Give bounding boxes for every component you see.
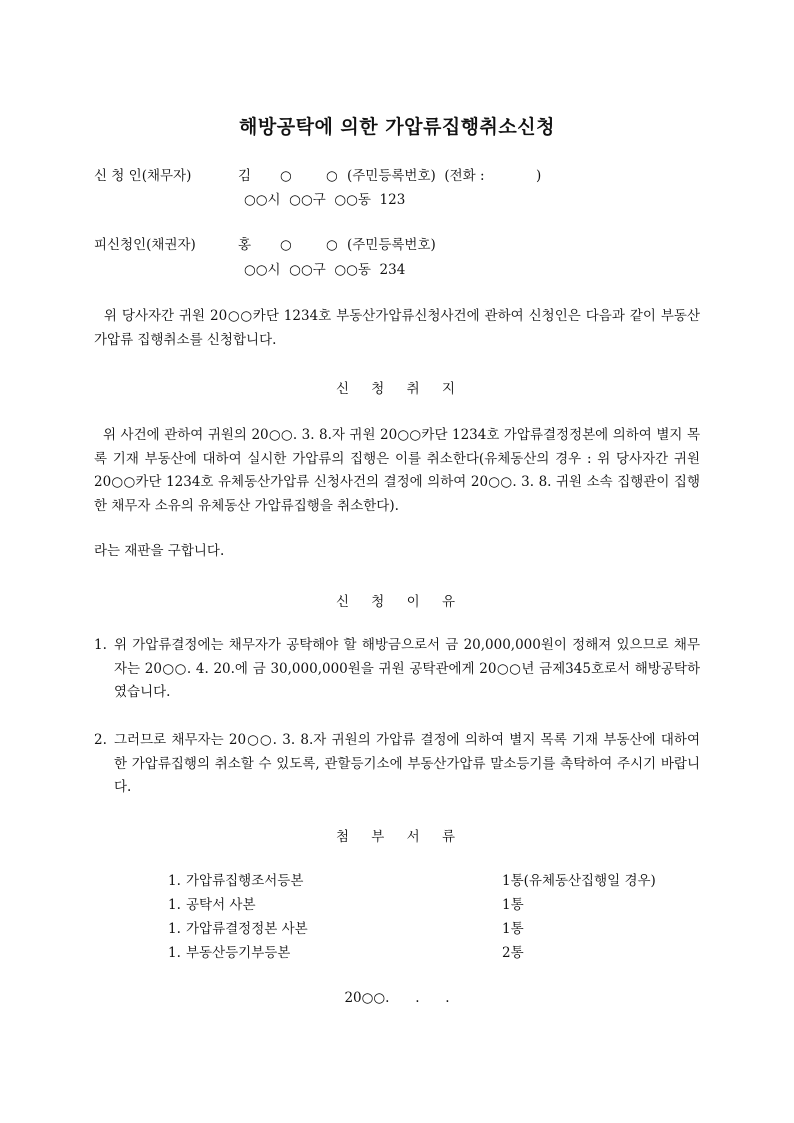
attachments-heading: 첨 부 서 류 xyxy=(335,829,459,845)
document-title: 해방공탁에 의한 가압류집행취소신청 xyxy=(239,116,555,138)
purpose-heading: 신 청 취 지 xyxy=(335,381,459,397)
applicant-name-end: ○ xyxy=(326,168,338,184)
attachment-name: 가압류집행조서등본 xyxy=(186,873,304,889)
applicant-address: ○○시 ○○구 ○○동 123 xyxy=(244,192,406,208)
attachment-qty: 1통(유체동산집행일 경우) xyxy=(502,873,656,889)
reason-item-text: 그러므로 채무자는 20○○. 3. 8.자 귀원의 가압류 결정에 의하여 별지 목록 기재 부동산에 대하여 한 가압류집행의 취소할 수 있도록, 관할등기소에 부동산가압류 말소등기를 촉탁하여 주시기 바랍니다. xyxy=(114,732,700,795)
attachment-row xyxy=(168,870,688,892)
respondent-name-mid: ○ xyxy=(280,237,292,253)
reason-item-number: 2. xyxy=(94,732,107,748)
reason-item-1 xyxy=(94,634,700,705)
applicant-label: 신 청 인(채무자) xyxy=(94,168,192,184)
attachment-bullet: 1. xyxy=(168,873,181,889)
attachment-qty: 2통 xyxy=(502,945,524,961)
purpose-closing: 라는 재판을 구합니다. xyxy=(94,543,225,559)
filing-date: 20○○. . . xyxy=(344,990,450,1006)
attachment-row xyxy=(168,918,688,940)
respondent-name-end: ○ xyxy=(326,237,338,253)
attachment-qty: 1통 xyxy=(502,897,524,913)
intro-paragraph: 위 당사자간 귀원 20○○카단 1234호 부동산가압류신청사건에 관하여 신청인은 다음과 같이 부동산가압류 집행취소를 신청합니다. xyxy=(94,308,700,348)
respondent-label: 피신청인(채권자) xyxy=(94,237,196,253)
attachment-name: 가압류결정정본 사본 xyxy=(186,921,308,937)
reasons-heading: 신 청 이 유 xyxy=(335,594,459,610)
respondent-surname: 홍 xyxy=(238,237,252,253)
purpose-body: 위 사건에 관하여 귀원의 20○○. 3. 8.자 귀원 20○○카단 1234호 가압류결정정본에 의하여 별지 목록 기재 부동산에 대하여 실시한 가압류의 집행은 이를 취소한다(유체동산의 경우 : 위 당사자간 귀원 20○○카단 1234호 유체동산가압류 신청사건의 결정에 의하여 20○○. 3. 8. 귀원 소속 집행관이 집행한 채무자 소유의 유체동산 가압류집행을 취소한다). xyxy=(94,427,705,514)
applicant-surname: 김 xyxy=(238,168,252,184)
applicant-info: (주민등록번호) (전화 : ) xyxy=(347,168,542,184)
reason-item-text: 위 가압류결정에는 채무자가 공탁해야 할 해방금으로서 금 20,000,000원이 정해져 있으므로 채무자는 20○○. 4. 20.에 금 30,000,000원을 귀원 공탁관에게 20○○년 금제345호로서 해방공탁하였습니다. xyxy=(114,637,700,700)
attachment-name: 공탁서 사본 xyxy=(186,897,256,913)
attachment-qty: 1통 xyxy=(502,921,524,937)
reason-item-2 xyxy=(94,729,700,800)
attachment-bullet: 1. xyxy=(168,897,181,913)
attachment-name: 부동산등기부등본 xyxy=(186,945,291,961)
applicant-name-mid: ○ xyxy=(280,168,292,184)
respondent-info: (주민등록번호) xyxy=(347,237,436,253)
attachment-bullet: 1. xyxy=(168,945,181,961)
attachment-row xyxy=(168,894,688,916)
reason-item-number: 1. xyxy=(94,637,107,653)
respondent-address: ○○시 ○○구 ○○동 234 xyxy=(244,262,406,278)
attachment-row xyxy=(168,942,688,964)
attachment-bullet: 1. xyxy=(168,921,181,937)
